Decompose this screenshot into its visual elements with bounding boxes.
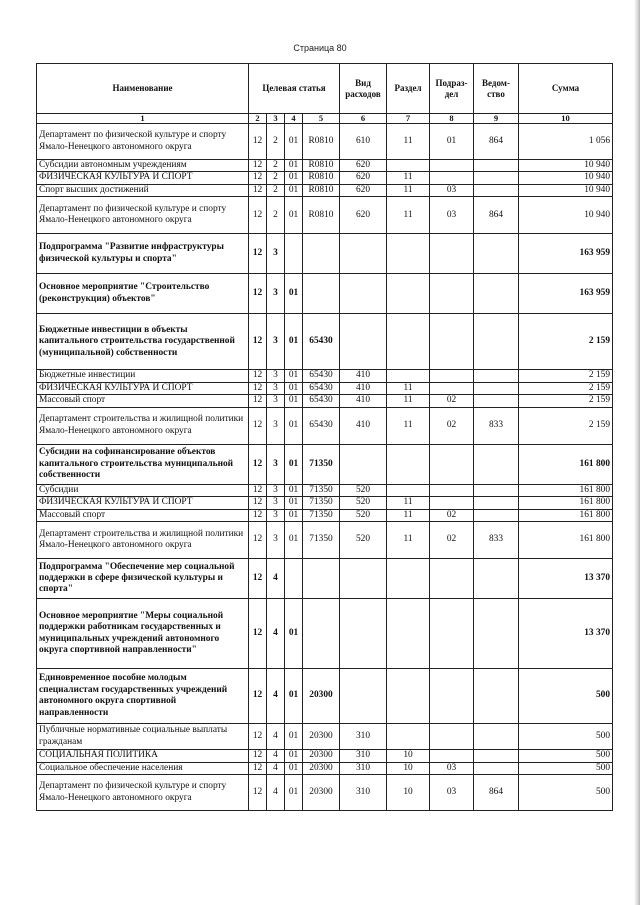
row-name-cell: ФИЗИЧЕСКАЯ КУЛЬТУРА И СПОРТ (37, 172, 249, 184)
target-article-part1-cell: 12 (249, 497, 267, 509)
subsection-cell (430, 382, 474, 394)
target-article-part2-cell: 4 (267, 775, 285, 811)
sum-cell: 10 940 (519, 160, 613, 172)
header-target-article: Целевая статья (249, 64, 340, 114)
target-article-part3-cell: 01 (285, 197, 303, 234)
target-article-part1-cell: 12 (249, 160, 267, 172)
target-article-part2-cell: 3 (267, 484, 285, 496)
expense-type-cell: 520 (340, 522, 387, 559)
section-cell (387, 724, 430, 750)
target-article-part1-cell: 12 (249, 382, 267, 394)
row-name-cell: Спорт высших достижений (37, 184, 249, 196)
subsection-cell (430, 444, 474, 484)
section-cell (387, 444, 430, 484)
target-article-part3-cell: 01 (285, 509, 303, 521)
target-article-part3-cell: 01 (285, 669, 303, 724)
target-article-part2-cell: 2 (267, 124, 285, 160)
target-article-part1-cell: 12 (249, 724, 267, 750)
expense-type-cell (340, 669, 387, 724)
subsection-cell: 02 (430, 395, 474, 407)
target-article-code-cell: 20300 (303, 762, 340, 774)
expense-type-cell (340, 599, 387, 669)
target-article-code-cell (303, 559, 340, 599)
target-article-part3-cell: 01 (285, 762, 303, 774)
sum-cell: 161 800 (519, 497, 613, 509)
target-article-code-cell (303, 234, 340, 274)
department-code-cell: 864 (474, 775, 519, 811)
section-cell: 11 (387, 509, 430, 521)
row-name-cell: Подпрограмма "Обеспечение мер социальной поддержки в сфере физической культуры и спорта" (37, 559, 249, 599)
target-article-part3-cell: 01 (285, 382, 303, 394)
target-article-part1-cell: 12 (249, 669, 267, 724)
subsection-cell: 03 (430, 184, 474, 196)
target-article-part2-cell: 3 (267, 522, 285, 559)
row-name-cell: Департамент по физической культуре и спорту Ямало-Ненецкого автономного округа (37, 124, 249, 160)
sum-cell: 161 800 (519, 484, 613, 496)
department-code-cell: 833 (474, 522, 519, 559)
section-cell: 11 (387, 184, 430, 196)
column-number: 9 (474, 114, 519, 124)
department-code-cell (474, 509, 519, 521)
sum-cell: 163 959 (519, 274, 613, 314)
target-article-part2-cell: 3 (267, 444, 285, 484)
scan-edge-shadow (634, 0, 640, 905)
expense-type-cell: 310 (340, 775, 387, 811)
subsection-cell: 03 (430, 775, 474, 811)
section-cell: 11 (387, 522, 430, 559)
row-name-cell: Департамент по физической культуре и спорту Ямало-Ненецкого автономного округа (37, 197, 249, 234)
subsection-cell (430, 314, 474, 370)
header-subsection: Подраз-дел (430, 64, 474, 114)
table-row (37, 497, 613, 509)
department-code-cell (474, 274, 519, 314)
section-cell (387, 234, 430, 274)
target-article-part1-cell: 12 (249, 484, 267, 496)
department-code-cell (474, 160, 519, 172)
department-code-cell (474, 172, 519, 184)
section-cell (387, 160, 430, 172)
target-article-part1-cell: 12 (249, 444, 267, 484)
target-article-part3-cell: 01 (285, 370, 303, 382)
expense-type-cell: 410 (340, 370, 387, 382)
section-cell (387, 370, 430, 382)
department-code-cell (474, 497, 519, 509)
target-article-part2-cell: 3 (267, 395, 285, 407)
sum-cell: 2 159 (519, 395, 613, 407)
target-article-part3-cell: 01 (285, 172, 303, 184)
target-article-part3-cell: 01 (285, 497, 303, 509)
table-row (37, 234, 613, 274)
table-row (37, 407, 613, 444)
table-row (37, 669, 613, 724)
expense-type-cell: 520 (340, 497, 387, 509)
sum-cell: 10 940 (519, 184, 613, 196)
target-article-code-cell: R0810 (303, 184, 340, 196)
target-article-code-cell: R0810 (303, 160, 340, 172)
row-name-cell: Массовый спорт (37, 395, 249, 407)
row-name-cell: Департамент по физической культуре и спорту Ямало-Ненецкого автономного округа (37, 775, 249, 811)
column-number: 4 (285, 114, 303, 124)
expense-type-cell: 310 (340, 762, 387, 774)
table-row (37, 750, 613, 762)
target-article-code-cell (303, 599, 340, 669)
table-row (37, 160, 613, 172)
subsection-cell: 03 (430, 762, 474, 774)
target-article-code-cell: 71350 (303, 444, 340, 484)
row-name-cell: Бюджетные инвестиции в объекты капитального строительства государственной (муниципальной) собственности (37, 314, 249, 370)
table-row (37, 444, 613, 484)
target-article-part3-cell: 01 (285, 484, 303, 496)
target-article-part3-cell: 01 (285, 775, 303, 811)
table-row (37, 509, 613, 521)
target-article-part3-cell: 01 (285, 160, 303, 172)
row-name-cell: ФИЗИЧЕСКАЯ КУЛЬТУРА И СПОРТ (37, 497, 249, 509)
target-article-code-cell: 20300 (303, 724, 340, 750)
sum-cell: 161 800 (519, 444, 613, 484)
target-article-part2-cell: 4 (267, 750, 285, 762)
column-number: 2 (249, 114, 267, 124)
target-article-part1-cell: 12 (249, 599, 267, 669)
subsection-cell (430, 559, 474, 599)
row-name-cell: Подпрограмма "Развитие инфраструктуры физической культуры и спорта" (37, 234, 249, 274)
row-name-cell: Департамент строительства и жилищной политики Ямало-Ненецкого автономного округа (37, 522, 249, 559)
expense-type-cell: 620 (340, 184, 387, 196)
department-code-cell (474, 234, 519, 274)
target-article-part1-cell: 12 (249, 509, 267, 521)
section-cell: 10 (387, 762, 430, 774)
target-article-part3-cell: 01 (285, 274, 303, 314)
header-department: Ведом-ство (474, 64, 519, 114)
section-cell: 11 (387, 197, 430, 234)
target-article-part2-cell: 3 (267, 314, 285, 370)
subsection-cell (430, 484, 474, 496)
expense-type-cell (340, 274, 387, 314)
target-article-code-cell: 71350 (303, 497, 340, 509)
expense-type-cell (340, 559, 387, 599)
table-row (37, 124, 613, 160)
subsection-cell (430, 750, 474, 762)
target-article-part2-cell: 3 (267, 497, 285, 509)
sum-cell: 2 159 (519, 382, 613, 394)
sum-cell: 2 159 (519, 370, 613, 382)
target-article-code-cell: 20300 (303, 750, 340, 762)
sum-cell: 10 940 (519, 197, 613, 234)
section-cell (387, 669, 430, 724)
target-article-code-cell: 20300 (303, 669, 340, 724)
target-article-part2-cell: 4 (267, 599, 285, 669)
target-article-part2-cell: 3 (267, 274, 285, 314)
target-article-part2-cell: 3 (267, 407, 285, 444)
department-code-cell (474, 395, 519, 407)
target-article-code-cell: 65430 (303, 395, 340, 407)
target-article-part3-cell: 01 (285, 522, 303, 559)
target-article-code-cell: 65430 (303, 314, 340, 370)
column-number: 8 (430, 114, 474, 124)
target-article-code-cell: 71350 (303, 509, 340, 521)
department-code-cell (474, 444, 519, 484)
target-article-part3-cell: 01 (285, 314, 303, 370)
row-name-cell: ФИЗИЧЕСКАЯ КУЛЬТУРА И СПОРТ (37, 382, 249, 394)
sum-cell: 500 (519, 762, 613, 774)
row-name-cell: Публичные нормативные социальные выплаты гражданам (37, 724, 249, 750)
section-cell: 11 (387, 382, 430, 394)
target-article-part2-cell: 4 (267, 669, 285, 724)
department-code-cell (474, 314, 519, 370)
expense-type-cell (340, 234, 387, 274)
row-name-cell: СОЦИАЛЬНАЯ ПОЛИТИКА (37, 750, 249, 762)
section-cell (387, 559, 430, 599)
department-code-cell: 833 (474, 407, 519, 444)
target-article-part2-cell: 3 (267, 234, 285, 274)
table-body (37, 124, 613, 811)
target-article-part1-cell: 12 (249, 172, 267, 184)
subsection-cell (430, 160, 474, 172)
table-row (37, 382, 613, 394)
table-row (37, 724, 613, 750)
column-number: 6 (340, 114, 387, 124)
row-name-cell: Единовременное пособие молодым специалистам государственных учреждений автономного округа спортивной направленности (37, 669, 249, 724)
department-code-cell (474, 599, 519, 669)
target-article-code-cell: 65430 (303, 370, 340, 382)
target-article-part1-cell: 12 (249, 314, 267, 370)
row-name-cell: Массовый спорт (37, 509, 249, 521)
department-code-cell (474, 669, 519, 724)
target-article-part1-cell: 12 (249, 197, 267, 234)
subsection-cell (430, 234, 474, 274)
header-expense-type: Вид расходов (340, 64, 387, 114)
subsection-cell (430, 599, 474, 669)
subsection-cell (430, 274, 474, 314)
target-article-part1-cell: 12 (249, 522, 267, 559)
target-article-part3-cell: 01 (285, 750, 303, 762)
section-cell (387, 274, 430, 314)
target-article-part1-cell: 12 (249, 184, 267, 196)
header-sum: Сумма (519, 64, 613, 114)
target-article-part1-cell: 12 (249, 395, 267, 407)
target-article-part3-cell (285, 234, 303, 274)
target-article-part3-cell: 01 (285, 184, 303, 196)
sum-cell: 500 (519, 724, 613, 750)
target-article-part1-cell: 12 (249, 559, 267, 599)
section-cell (387, 484, 430, 496)
target-article-part1-cell: 12 (249, 124, 267, 160)
section-cell: 11 (387, 172, 430, 184)
subsection-cell (430, 370, 474, 382)
sum-cell: 500 (519, 669, 613, 724)
expense-type-cell (340, 444, 387, 484)
expense-type-cell: 310 (340, 724, 387, 750)
target-article-part2-cell: 2 (267, 172, 285, 184)
section-cell: 11 (387, 407, 430, 444)
expense-type-cell: 520 (340, 484, 387, 496)
table-row (37, 522, 613, 559)
target-article-part3-cell: 01 (285, 724, 303, 750)
target-article-code-cell: 65430 (303, 407, 340, 444)
expense-type-cell: 610 (340, 124, 387, 160)
subsection-cell: 02 (430, 509, 474, 521)
expense-type-cell: 520 (340, 509, 387, 521)
target-article-part3-cell: 01 (285, 407, 303, 444)
target-article-code-cell: 20300 (303, 775, 340, 811)
department-code-cell (474, 484, 519, 496)
table-header-row (37, 64, 613, 114)
table-row (37, 395, 613, 407)
expense-type-cell: 410 (340, 382, 387, 394)
table-row (37, 197, 613, 234)
target-article-part3-cell: 01 (285, 395, 303, 407)
row-name-cell: Бюджетные инвестиции (37, 370, 249, 382)
department-code-cell (474, 762, 519, 774)
expense-type-cell (340, 314, 387, 370)
sum-cell: 163 959 (519, 234, 613, 274)
department-code-cell (474, 184, 519, 196)
row-name-cell: Основное мероприятие "Меры социальной поддержки работникам государственных и муниципальных учреждений автономного округа спортивной направленности" (37, 599, 249, 669)
subsection-cell: 02 (430, 522, 474, 559)
department-code-cell: 864 (474, 124, 519, 160)
expense-type-cell: 620 (340, 172, 387, 184)
row-name-cell: Субсидии автономным учреждениям (37, 160, 249, 172)
table-row (37, 172, 613, 184)
column-number-row (37, 114, 613, 124)
department-code-cell (474, 750, 519, 762)
row-name-cell: Субсидии на софинансирование объектов капитального строительства муниципальной собственности (37, 444, 249, 484)
table-row (37, 370, 613, 382)
target-article-part2-cell: 3 (267, 370, 285, 382)
sum-cell: 1 056 (519, 124, 613, 160)
sum-cell: 500 (519, 750, 613, 762)
table-row (37, 599, 613, 669)
page-number-label: Страница 80 (293, 43, 347, 53)
target-article-part2-cell: 4 (267, 559, 285, 599)
sum-cell: 161 800 (519, 509, 613, 521)
expense-type-cell: 310 (340, 750, 387, 762)
target-article-code-cell (303, 274, 340, 314)
section-cell: 11 (387, 124, 430, 160)
target-article-part1-cell: 12 (249, 775, 267, 811)
target-article-part2-cell: 3 (267, 382, 285, 394)
expense-type-cell: 620 (340, 160, 387, 172)
department-code-cell (474, 382, 519, 394)
target-article-part3-cell: 01 (285, 444, 303, 484)
column-number: 5 (303, 114, 340, 124)
sum-cell: 10 940 (519, 172, 613, 184)
row-name-cell: Департамент строительства и жилищной политики Ямало-Ненецкого автономного округа (37, 407, 249, 444)
subsection-cell (430, 497, 474, 509)
section-cell (387, 599, 430, 669)
target-article-part2-cell: 3 (267, 509, 285, 521)
target-article-part1-cell: 12 (249, 234, 267, 274)
target-article-part3-cell: 01 (285, 124, 303, 160)
department-code-cell (474, 724, 519, 750)
section-cell: 11 (387, 395, 430, 407)
section-cell: 10 (387, 750, 430, 762)
target-article-code-cell: 65430 (303, 382, 340, 394)
expense-type-cell: 410 (340, 407, 387, 444)
row-name-cell: Субсидии (37, 484, 249, 496)
target-article-part2-cell: 4 (267, 724, 285, 750)
target-article-code-cell: 71350 (303, 522, 340, 559)
target-article-code-cell: R0810 (303, 124, 340, 160)
target-article-code-cell: R0810 (303, 172, 340, 184)
table-row (37, 484, 613, 496)
section-cell: 11 (387, 497, 430, 509)
department-code-cell (474, 370, 519, 382)
target-article-part1-cell: 12 (249, 274, 267, 314)
column-number: 1 (37, 114, 249, 124)
sum-cell: 2 159 (519, 407, 613, 444)
budget-table (36, 63, 613, 811)
target-article-part2-cell: 2 (267, 197, 285, 234)
table-row (37, 274, 613, 314)
target-article-part3-cell (285, 559, 303, 599)
table-row (37, 314, 613, 370)
table-row (37, 184, 613, 196)
header-name: Наименование (37, 64, 249, 114)
sum-cell: 13 370 (519, 599, 613, 669)
target-article-code-cell: R0810 (303, 197, 340, 234)
target-article-code-cell: 71350 (303, 484, 340, 496)
header-section: Раздел (387, 64, 430, 114)
subsection-cell (430, 724, 474, 750)
target-article-part1-cell: 12 (249, 762, 267, 774)
column-number: 3 (267, 114, 285, 124)
sum-cell: 13 370 (519, 559, 613, 599)
subsection-cell: 03 (430, 197, 474, 234)
row-name-cell: Основное мероприятие "Строительство (реконструкция) объектов" (37, 274, 249, 314)
column-number: 7 (387, 114, 430, 124)
department-code-cell: 864 (474, 197, 519, 234)
subsection-cell (430, 669, 474, 724)
sum-cell: 161 800 (519, 522, 613, 559)
target-article-part1-cell: 12 (249, 370, 267, 382)
sum-cell: 2 159 (519, 314, 613, 370)
expense-type-cell: 410 (340, 395, 387, 407)
subsection-cell: 01 (430, 124, 474, 160)
sum-cell: 500 (519, 775, 613, 811)
section-cell (387, 314, 430, 370)
table-row (37, 775, 613, 811)
table-row (37, 559, 613, 599)
target-article-part2-cell: 2 (267, 184, 285, 196)
section-cell: 10 (387, 775, 430, 811)
target-article-part2-cell: 2 (267, 160, 285, 172)
target-article-part1-cell: 12 (249, 750, 267, 762)
column-number: 10 (519, 114, 613, 124)
target-article-part1-cell: 12 (249, 407, 267, 444)
row-name-cell: Социальное обеспечение населения (37, 762, 249, 774)
expense-type-cell: 620 (340, 197, 387, 234)
target-article-part3-cell: 01 (285, 599, 303, 669)
department-code-cell (474, 559, 519, 599)
subsection-cell (430, 172, 474, 184)
subsection-cell: 02 (430, 407, 474, 444)
target-article-part2-cell: 4 (267, 762, 285, 774)
table-row (37, 762, 613, 774)
